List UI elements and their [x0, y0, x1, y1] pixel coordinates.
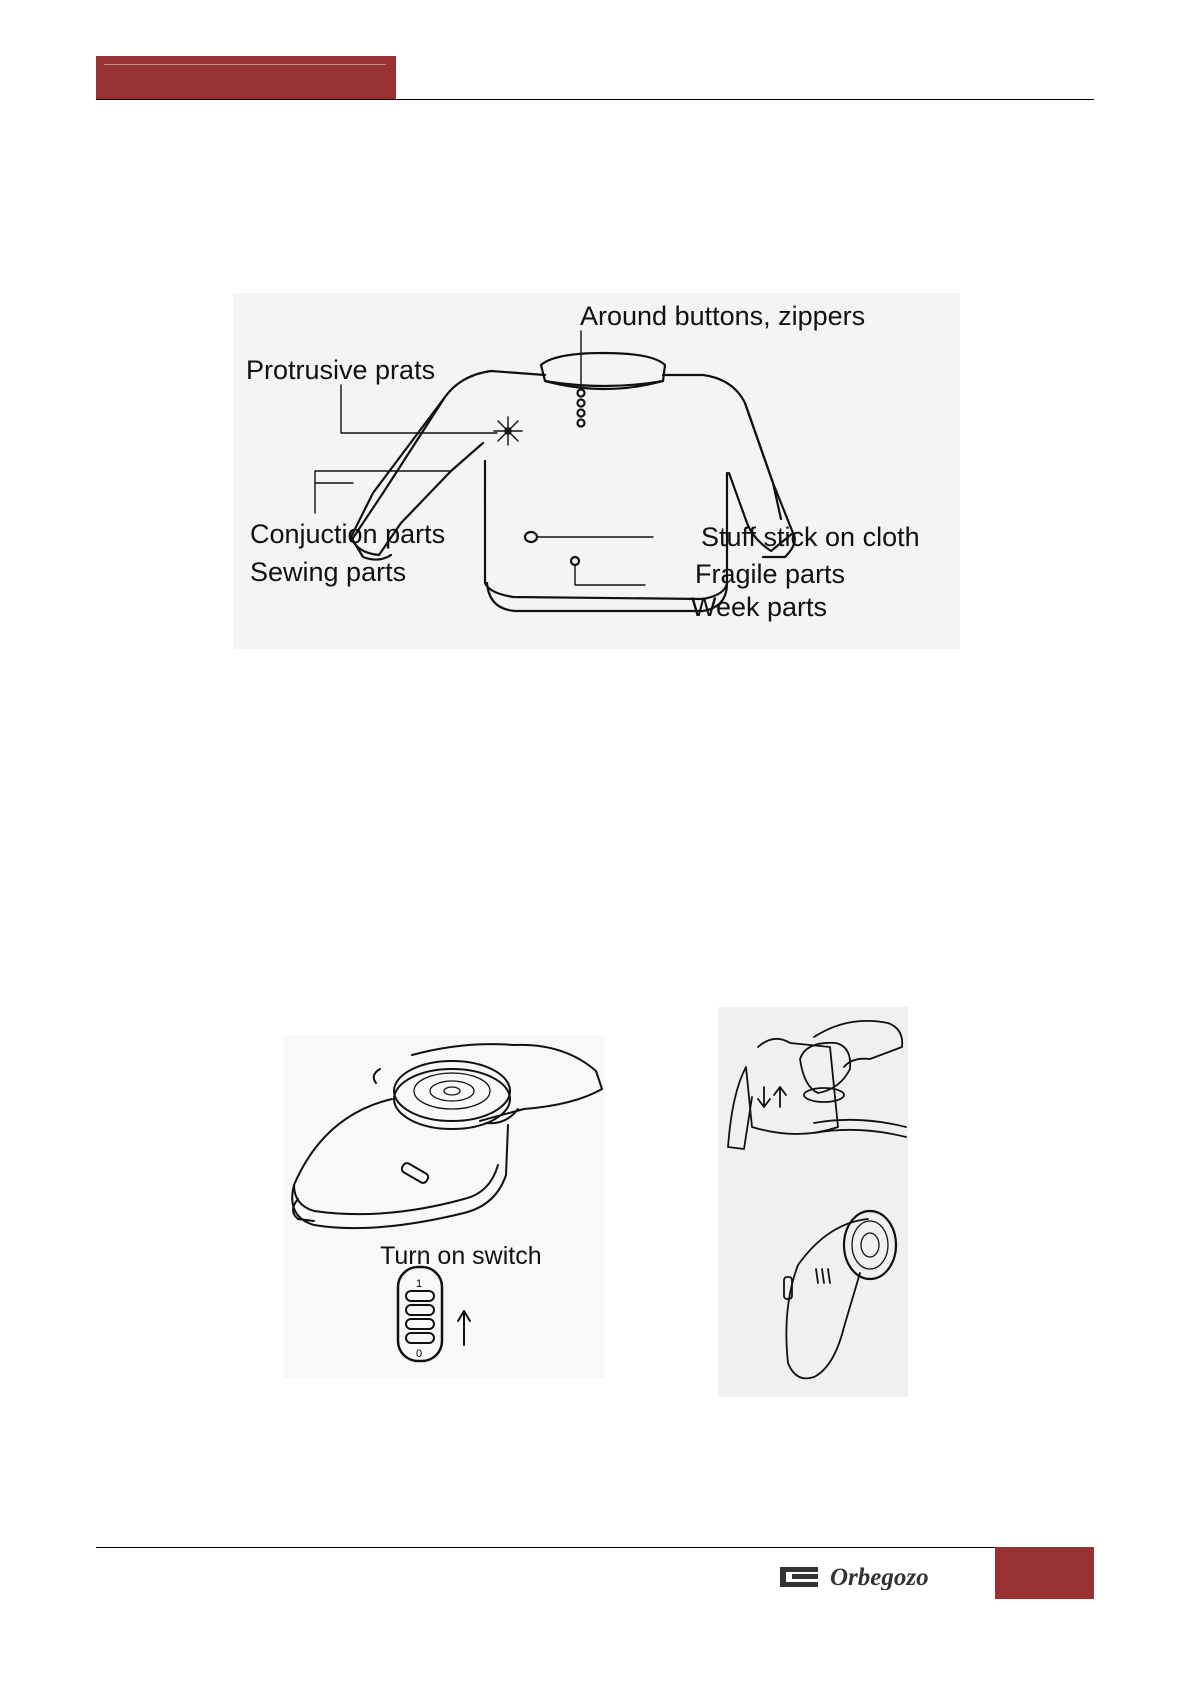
up-arrow-icon — [458, 1311, 470, 1345]
leader-protrusive — [341, 385, 497, 433]
brand-wordmark: Orbegozo — [830, 1564, 929, 1590]
header-accent-bar — [96, 56, 396, 100]
up-arrow-icon — [774, 1087, 786, 1107]
header-rule — [96, 99, 1094, 100]
switch-off-mark: 0 — [416, 1348, 423, 1360]
label-week-parts: Week parts — [691, 592, 828, 622]
switch-figure — [284, 1035, 604, 1378]
label-sewing-parts: Sewing parts — [250, 557, 407, 587]
lint-remover-illustration — [284, 1035, 604, 1378]
usage-illustration — [718, 1007, 908, 1397]
label-fragile-parts: Fragile parts — [695, 559, 846, 589]
label-turn-on-switch: Turn on switch — [380, 1242, 542, 1270]
sweater-collar — [541, 353, 665, 386]
label-around-buttons: Around buttons, zippers — [580, 301, 866, 331]
sweater-illustration — [233, 293, 960, 649]
switch-on-mark: 1 — [416, 1278, 423, 1290]
sweater-figure — [233, 293, 960, 649]
flower-motif — [494, 417, 522, 445]
label-stuff-stick: Stuff stick on cloth — [701, 522, 920, 552]
standing-device — [786, 1219, 868, 1378]
header-accent-inner-line — [104, 64, 386, 65]
usage-device — [800, 1043, 850, 1093]
label-protrusive-parts: Protrusive prats — [246, 355, 436, 385]
down-arrow-icon — [758, 1087, 770, 1107]
label-conjuction-parts: Conjuction parts — [250, 519, 446, 549]
usage-figure — [718, 1007, 908, 1397]
orbegozo-logo-icon — [780, 1560, 980, 1590]
footer-accent-bar — [995, 1547, 1094, 1599]
footer-rule — [96, 1547, 1094, 1548]
footer-brand-logo — [780, 1560, 980, 1590]
leader-week — [575, 565, 645, 585]
usage-hand — [814, 1021, 902, 1067]
